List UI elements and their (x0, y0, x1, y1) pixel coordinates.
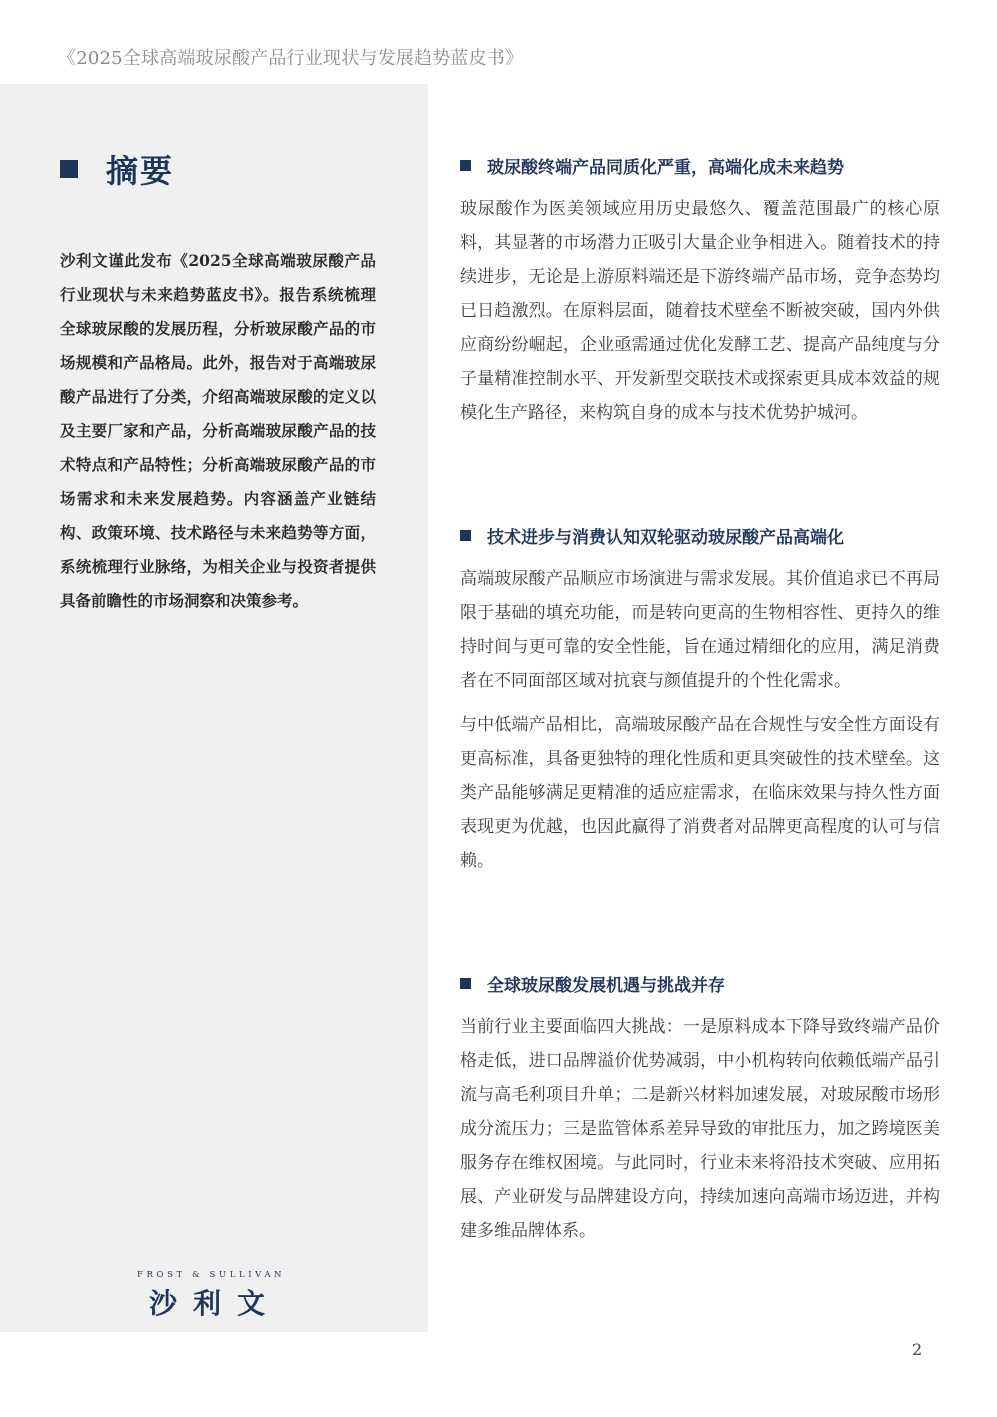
section-paragraph: 玻尿酸作为医美领域应用历史最悠久、覆盖范围最广的核心原料，其显著的市场潜力正吸引大量企业争相进入。随着技术的持续进步，无论是上游原料端还是下游终端产品市场，竞争态势均已日趋激烈。在原料层面，随着技术壁垒不断被突破，国内外供应商纷纷崛起，企业亟需通过优化发酵工艺、提高产品纯度与分子量精准控制水平、开发新型交联技术或探索更具成本效益的规模化生产路径，来构筑自身的成本与技术优势护城河。 (460, 199, 940, 423)
section-title: 全球玻尿酸发展机遇与挑战并存 (487, 975, 725, 996)
abstract-heading (60, 146, 174, 192)
logo-english: FROST & SULLIVAN (137, 1270, 286, 1280)
section-paragraph: 与中低端产品相比，高端玻尿酸产品在合规性与安全性方面设有更高标准，具备更独特的理化性质和更具突破性的技术壁垒。这类产品能够满足更精准的适应症需求，在临床效果与持久性方面表现更为优越，也因此赢得了消费者对品牌更高程度的认可与信赖。 (460, 715, 940, 871)
section-heading (460, 520, 940, 550)
section-title: 玻尿酸终端产品同质化严重，高端化成未来趋势 (487, 157, 844, 178)
abstract-body: 沙利文谨此发布《2025全球高端玻尿酸产品行业现状与未来趋势蓝皮书》。报告系统梳理全球玻尿酸的发展历程，分析玻尿酸产品的市场规模和产品格局。此外，报告对于高端玻尿酸产品进行了分类，介绍高端玻尿酸的定义以及主要厂家和产品，分析高端玻尿酸产品的技术特点和产品特性；分析高端玻尿酸产品的市场需求和未来发展趋势。内容涵盖产业链结构、政策环境、技术路径与未来趋势等方面，系统梳理行业脉络，为相关企业与投资者提供具备前瞻性的市场洞察和决策参考。 (60, 251, 376, 610)
section-1 (460, 150, 940, 430)
page-header (0, 0, 997, 84)
section-paragraph: 高端玻尿酸产品顺应市场演进与需求发展。其价值追求已不再局限于基础的填充功能，而是转向更高的生物相容性、更持久的维持时间与更可靠的安全性能，旨在通过精细化的应用，满足消费者在不同面部区域对抗衰与颜值提升的个性化需求。 (460, 569, 940, 691)
report-title: 《2025全球高端玻尿酸产品行业现状与发展趋势蓝皮书》 (58, 48, 524, 69)
frost-sullivan-logo (137, 1270, 297, 1322)
page-number: 2 (912, 1340, 923, 1359)
section-heading (460, 150, 940, 180)
section-heading (460, 968, 940, 998)
square-bullet-icon (460, 978, 471, 989)
section-paragraph: 当前行业主要面临四大挑战：一是原料成本下降导致终端产品价格走低，进口品牌溢价优势减弱，中小机构转向依赖低端产品引流与高毛利项目升单；二是新兴材料加速发展，对玻尿酸市场形成分流压力；三是监管体系差异导致的审批压力，加之跨境医美服务存在维权困境。与此同时，行业未来将沿技术突破、应用拓展、产业研发与品牌建设方向，持续加速向高端市场迈进，并构建多维品牌体系。 (460, 1017, 940, 1241)
section-3 (460, 968, 940, 1248)
section-title: 技术进步与消费认知双轮驱动玻尿酸产品高端化 (487, 527, 844, 548)
square-bullet-icon (60, 160, 78, 178)
square-bullet-icon (460, 160, 471, 171)
abstract-title: 摘要 (106, 152, 175, 190)
square-bullet-icon (460, 530, 471, 541)
section-2 (460, 520, 940, 878)
logo-chinese: 沙利文 (149, 1287, 282, 1320)
